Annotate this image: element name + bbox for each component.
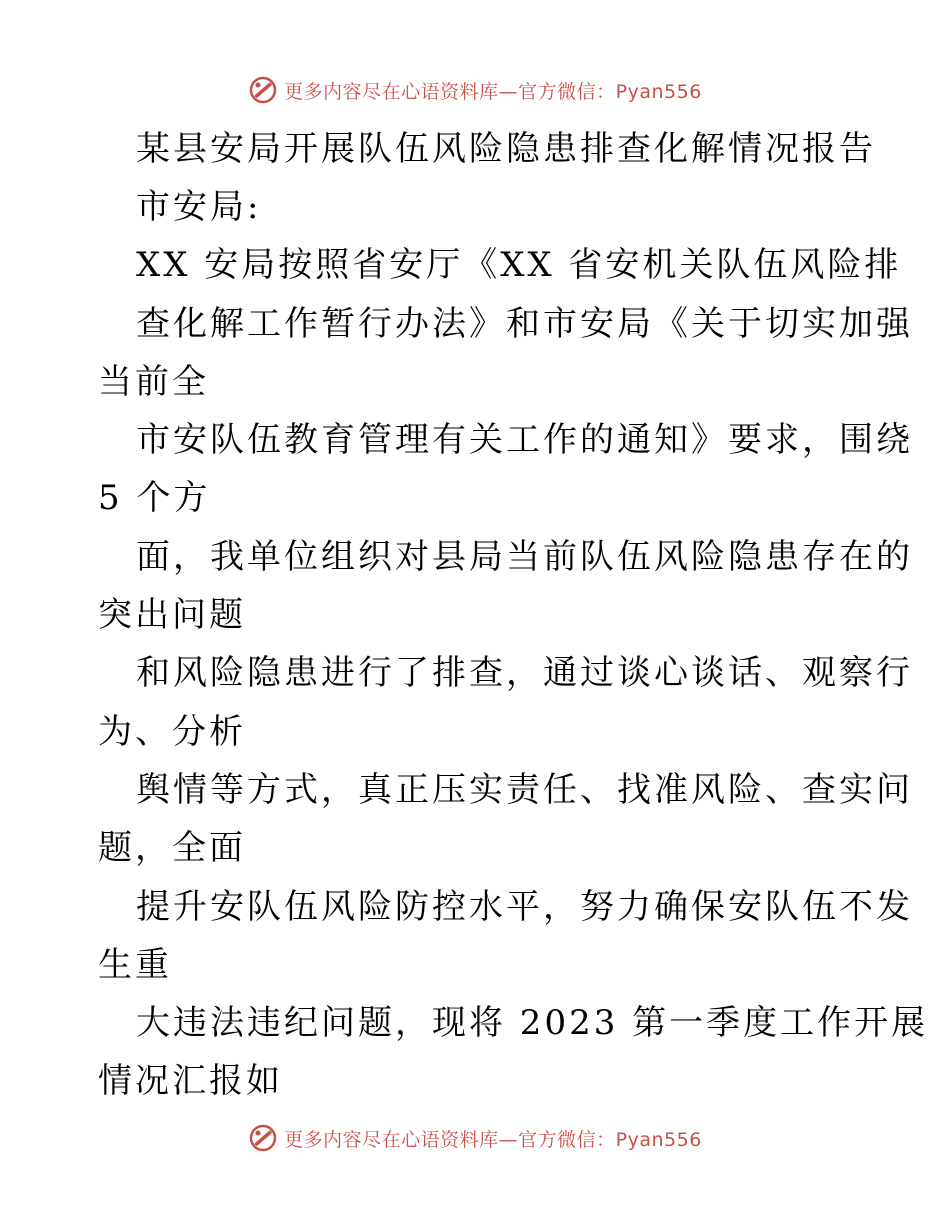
paragraph-line: 市安队伍教育管理有关工作的通知》要求，围绕 [136,420,913,460]
document-title: 某县安局开展队伍风险隐患排查化解情况报告 [136,129,876,169]
paragraph-line: 舆情等方式，真正压实责任、找准风险、查实问 [136,770,913,810]
paragraph-line: 情况汇报如 [98,1061,283,1101]
paragraph-line: 查化解工作暂行办法》和市安局《关于切实加强 [136,304,913,344]
paragraph-line: 提升安队伍风险防控水平，努力确保安队伍不发 [136,887,913,927]
footer-banner-text: 更多内容尽在心语资料库—官方微信：Pyan556 [284,1128,702,1151]
paragraph-line: 5 个方 [98,478,211,518]
paragraph-line: 大违法违纪问题，现将 2023 第一季度工作开展 [136,1003,929,1043]
paragraph-line: 为、分析 [98,712,246,752]
paragraph-line: 生重 [98,945,172,985]
paragraph-line: 和风险隐患进行了排查，通过谈心谈话、观察行 [136,653,913,693]
brand-logo-icon [248,1123,278,1153]
footer-banner [0,1118,950,1158]
paragraph-line: 当前全 [98,362,209,402]
header-banner-text: 更多内容尽在心语资料库—官方微信：Pyan556 [284,80,702,103]
paragraph-line: 面，我单位组织对县局当前队伍风险隐患存在的 [136,537,913,577]
paragraph-line: XX 安局按照省安厅《XX 省安机关队伍风险排 [136,245,902,285]
paragraph-line: 题，全面 [98,828,246,868]
paragraph-line: 突出问题 [98,595,246,635]
document-salutation: 市安局: [136,187,262,227]
